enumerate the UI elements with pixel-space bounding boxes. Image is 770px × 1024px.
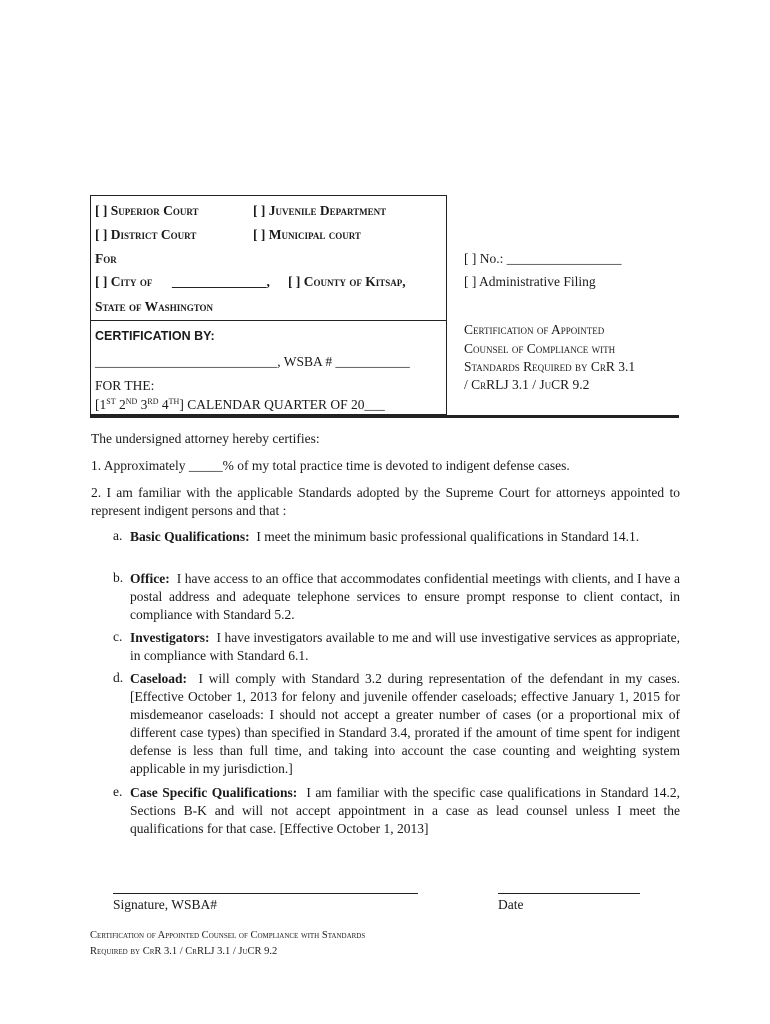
sub-e-body: I am familiar with the specific case qualifications in Standard 14.2, Sections B-K and will not accept appointment in a case as lead counsel unless I meet the qualifications for that case. [Effective October 1, 2013] (130, 785, 680, 836)
sub-a-body: I meet the minimum basic professional qualifications in Standard 14.1. (256, 529, 640, 544)
item-2-text: 2. I am familiar with the applicable Standards adopted by the Supreme Court for attorneys appointed to represent indigent persons and that : (91, 485, 680, 518)
sub-c-body: I have investigators available to me and will use investigative services as appropriate, in compliance with Standard 6.1. (130, 630, 680, 663)
sub-a-marker: a. (113, 528, 123, 543)
administrative-filing-checkbox[interactable]: [ ] Administrative Filing (464, 274, 596, 289)
sub-c-marker: c. (113, 629, 123, 644)
caption-divider (90, 320, 447, 321)
state-label: State of Washington (95, 299, 214, 314)
certification-by-label: CERTIFICATION BY: (95, 329, 215, 343)
city-of-checkbox[interactable]: [ ] City of (95, 274, 153, 289)
sub-b-body: I have access to an office that accommodates confidential meetings with clients, and I have a postal address and adequate telephone services to ensure prompt response to client contact, in compliance with Standard 5.2. (130, 571, 681, 622)
sub-d-marker: d. (113, 670, 124, 685)
item-1-content[interactable]: 1. Approximately _____% of my total practice time is devoted to indigent defense cases. (91, 458, 570, 473)
sub-e-marker: e. (113, 784, 123, 799)
sub-a-label: Basic Qualifications: (130, 529, 250, 544)
intro-text: The undersigned attorney hereby certifies: (91, 431, 320, 446)
sub-b-marker: b. (113, 570, 124, 585)
footer-line-2: Required by CrR 3.1 / CrRLJ 3.1 / JuCR 9.2 (90, 946, 278, 957)
county-of-kitsap-checkbox[interactable]: [ ] County of Kitsap, (288, 274, 406, 289)
sub-d-text (130, 670, 680, 778)
juvenile-department-checkbox[interactable]: [ ] Juvenile Department (253, 203, 387, 218)
right-title-line-2: Counsel of Compliance with (464, 341, 616, 356)
sub-d-body: I will comply with Standard 3.2 during representation of the defendant in my cases. [Effective October 1, 2013 for felony and juvenile offender caseloads; effective January 1, 2015 for misdemeanor caseloads: I should not accept a greater number of cases (or a proportional mix of different case types) than specified in Standard 3.4, prorated if the amount of time spent for indigent defense is less than full time, and taking into account the case counting and weighting system applicable in my jurisdiction.] (130, 671, 681, 776)
signature-label: Signature, WSBA# (113, 897, 217, 912)
date-label: Date (498, 897, 524, 912)
item-1-text (91, 458, 570, 474)
signature-line[interactable] (113, 893, 418, 894)
caption-bottom-rule (90, 415, 679, 418)
sub-c-text (130, 629, 680, 665)
sub-d-label: Caseload: (130, 671, 187, 686)
footer-line-1: Certification of Appointed Counsel of Compliance with Standards (90, 930, 366, 941)
right-title-line-1: Certification of Appointed (464, 322, 605, 337)
wsba-line-field[interactable]: ___________________________, WSBA # ___________ (95, 354, 410, 369)
date-line[interactable] (498, 893, 640, 894)
quarter-line[interactable]: [1ST 2ND 3RD 4TH] CALENDAR QUARTER OF 20___ (95, 397, 385, 412)
city-blank-field[interactable]: ______________, (172, 274, 270, 289)
right-title-line-4: / CrRLJ 3.1 / JuCR 9.2 (464, 377, 590, 392)
sub-b-text (130, 570, 680, 624)
for-label: For (95, 251, 117, 266)
sub-b-label: Office: (130, 571, 170, 586)
sub-e-text (130, 784, 680, 838)
superior-court-checkbox[interactable]: [ ] Superior Court (95, 203, 199, 218)
for-the-label: FOR THE: (95, 378, 155, 393)
district-court-checkbox[interactable]: [ ] District Court (95, 227, 197, 242)
right-title-line-3: Standards Required by CrR 3.1 (464, 359, 636, 374)
sub-a-text (130, 528, 680, 546)
sub-e-label: Case Specific Qualifications: (130, 785, 298, 800)
sub-c-label: Investigators: (130, 630, 210, 645)
municipal-court-checkbox[interactable]: [ ] Municipal court (253, 227, 361, 242)
case-number-field[interactable]: [ ] No.: _________________ (464, 251, 622, 266)
